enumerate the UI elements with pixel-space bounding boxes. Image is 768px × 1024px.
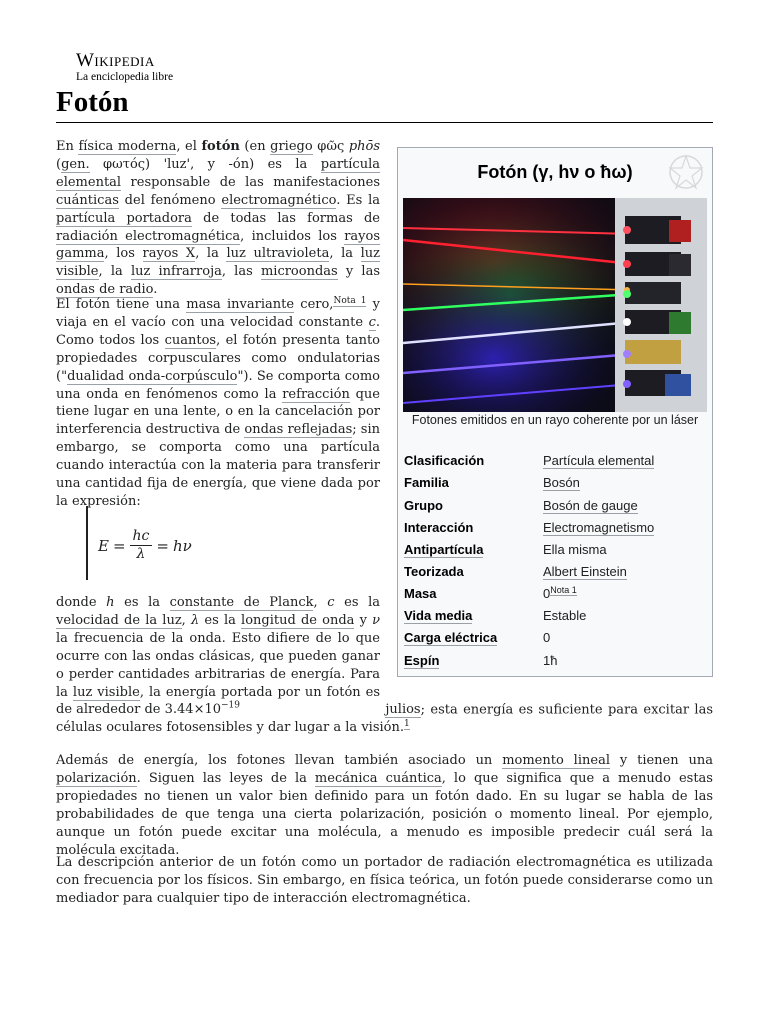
equation-fraction: $\frac{hc}{\lambda}$ (130, 528, 153, 563)
infobox-row-carga: Carga eléctrica 0 (404, 630, 551, 645)
momentum-paragraph: Además de energía, los fotones llevan también asociado un momento lineal y tienen una polarización. Siguen las leyes de la mecánica cuántica, lo que significa que a menudo estas propiedades no tienen un valor bien definido para un fotón dado. En su lugar se habla de las probabilidades de que tenga una cierta polarización, posición o momento lineal. Por ejemplo, aunque un fotón puede excitar una molécula, a menudo es imposible predecir cuál será la molécula excitada. (56, 753, 713, 858)
link-masa-invariante[interactable]: masa invariante (186, 297, 295, 312)
link-refraccion[interactable]: refracción (282, 386, 350, 402)
link-velocidad-luz[interactable]: velocidad de la luz (56, 612, 182, 628)
infobox-row-antiparticula: Antipartícula Ella misma (404, 542, 607, 557)
infobox-row-clasificacion: Clasificación Partícula elemental (404, 453, 655, 468)
link-mecanica-cuantica[interactable]: mecánica cuántica (314, 770, 442, 786)
wikipedia-tagline: La enciclopedia libre (76, 71, 174, 83)
link-radiacion[interactable]: radiación electromagnética (56, 228, 241, 244)
ref-1-link[interactable]: 1 (403, 719, 410, 730)
page-title: Fotón (56, 84, 713, 123)
infobox-row-familia: Familia Bosón (404, 475, 580, 490)
link-fisica-moderna[interactable]: física moderna (78, 139, 177, 154)
note-1-infobox-link[interactable]: Nota 1 (550, 584, 577, 595)
infobox-caption: Fotones emitidos en un rayo coherente por un láser (411, 413, 699, 427)
infobox (397, 147, 713, 677)
link-longitud-onda[interactable]: longitud de onda (241, 612, 355, 628)
infobox-row-espin: Espín 1ħ (404, 653, 558, 668)
planck-paragraph: donde h es la constante de Planck, c es la velocidad de la luz, λ es la longitud de onda y ν la frecuencia de la onda. Esto difiere de lo que ocurre con las ondas clásicas, que pueden ganar o perder cantidades arbitrarias de energía. Para la luz visible, la energía portada por un fotón es de alrededor de $3.44\times 10^{-19}$ julios; esta energía es suficiente para excitar las células oculares fotosensibles y dar lugar a la visión.$^1$ (56, 595, 713, 736)
link-luz-ultravioleta[interactable]: luz ultravioleta (226, 246, 330, 262)
wikipedia-wordmark: Wikipedia (76, 50, 155, 71)
link-microondas[interactable]: microondas (260, 264, 338, 280)
link-ondas-radio[interactable]: ondas de radio (56, 282, 154, 298)
link-rayos-x[interactable]: rayos X (142, 246, 196, 262)
link-polarizacion[interactable]: polarización (56, 770, 137, 786)
link-gen[interactable]: gen. (61, 156, 90, 172)
link-electromagnetico[interactable]: electromagnético (221, 192, 337, 208)
link-teorizada-value[interactable]: Albert Einstein (543, 564, 627, 579)
link-antiparticula[interactable]: Antipartícula (404, 542, 484, 557)
link-vida-media[interactable]: Vida media (404, 608, 473, 623)
link-luz-visible[interactable]: luz visible (56, 246, 381, 280)
link-cuanticas[interactable]: cuánticas (56, 192, 119, 208)
link-carga-electrica[interactable]: Carga eléctrica (404, 630, 498, 645)
link-momento-lineal[interactable]: momento lineal (502, 753, 610, 768)
wikipedia-logo[interactable] (76, 52, 206, 84)
link-rayos-gamma[interactable]: rayos gamma (56, 228, 380, 262)
link-interaccion-value[interactable]: Electromagnetismo (543, 520, 655, 535)
wave-particle-paragraph: El fotón tiene una masa invariante cero,$^{Nota 1}$ y viaja en el vacío con una velocidad constante c. Como todos los cuantos, el fotón presenta tanto propiedades corpusculares como ondulatorias ("dualidad onda-corpúsculo"). Se comporta como una onda en fenómenos como la refracción que tiene lugar en una lente, o en la cancelación por interferencia destructiva de ondas reflejadas; sin embargo, se comporta como una partícula cuando interactúa con la materia para transferir una cantidad fija de energía, que viene dada por la expresión: (56, 295, 381, 509)
infobox-row-interaccion: Interacción Electromagnetismo (404, 520, 655, 535)
link-dualidad[interactable]: dualidad onda-corpúsculo (67, 368, 238, 384)
term-foton: fotón (201, 139, 240, 154)
link-grupo-value[interactable]: Bosón de gauge (543, 498, 638, 513)
laser-beams-photo[interactable] (403, 198, 707, 412)
link-particula-portadora[interactable]: partícula portadora (56, 210, 192, 226)
link-familia-value[interactable]: Bosón (543, 475, 580, 490)
infobox-row-vida-media: Vida media Estable (404, 608, 587, 623)
link-luz-infrarroja[interactable]: luz infrarroja (130, 264, 222, 280)
note-1-link[interactable]: Nota 1 (333, 295, 367, 306)
link-clasificacion-value[interactable]: Partícula elemental (543, 453, 655, 468)
link-luz-visible-2[interactable]: luz visible (72, 684, 140, 700)
link-julios[interactable]: julios (385, 702, 421, 718)
infobox-row-masa: Masa $0^{Nota 1}$ (404, 584, 577, 601)
link-cuantos[interactable]: cuantos (164, 332, 217, 348)
link-constante-planck[interactable]: constante de Planck (169, 595, 314, 610)
link-particula-elemental[interactable]: partícula elemental (56, 156, 380, 190)
link-griego[interactable]: griego (270, 139, 313, 154)
link-espin[interactable]: Espín (404, 653, 440, 668)
mediator-paragraph: La descripción anterior de un fotón como un portador de radiación electromagnética es utilizada con frecuencia por los físicos. Sin embargo, en física teórica, un fotón puede considerarse como un mediador para cualquier tipo de interacción electromagnética. (56, 855, 713, 906)
infobox-row-grupo: Grupo Bosón de gauge (404, 498, 638, 513)
link-ondas-reflejadas[interactable]: ondas reflejadas (244, 422, 353, 438)
intro-paragraph: En física moderna, el fotón (en griego φῶς phōs (gen. φωτός) 'luz', y -ón) es la partícula elemental responsable de las manifestaciones cuánticas del fenómeno electromagnético. Es la partícula portadora de todas las formas de radiación electromagnética, incluidos los rayos gamma, los rayos X, la luz ultravioleta, la luz visible, la luz infrarroja, las microondas y las ondas de radio. (56, 139, 381, 298)
link-c[interactable]: c (368, 314, 376, 330)
photon-symbol-icon (666, 152, 706, 192)
infobox-title: Fotón (γ, hν o ħω) (477, 162, 633, 182)
infobox-row-teorizada: Teorizada Albert Einstein (404, 564, 627, 579)
energy-equation: E = $\frac{hc}{\lambda}$ = hν (86, 506, 238, 580)
